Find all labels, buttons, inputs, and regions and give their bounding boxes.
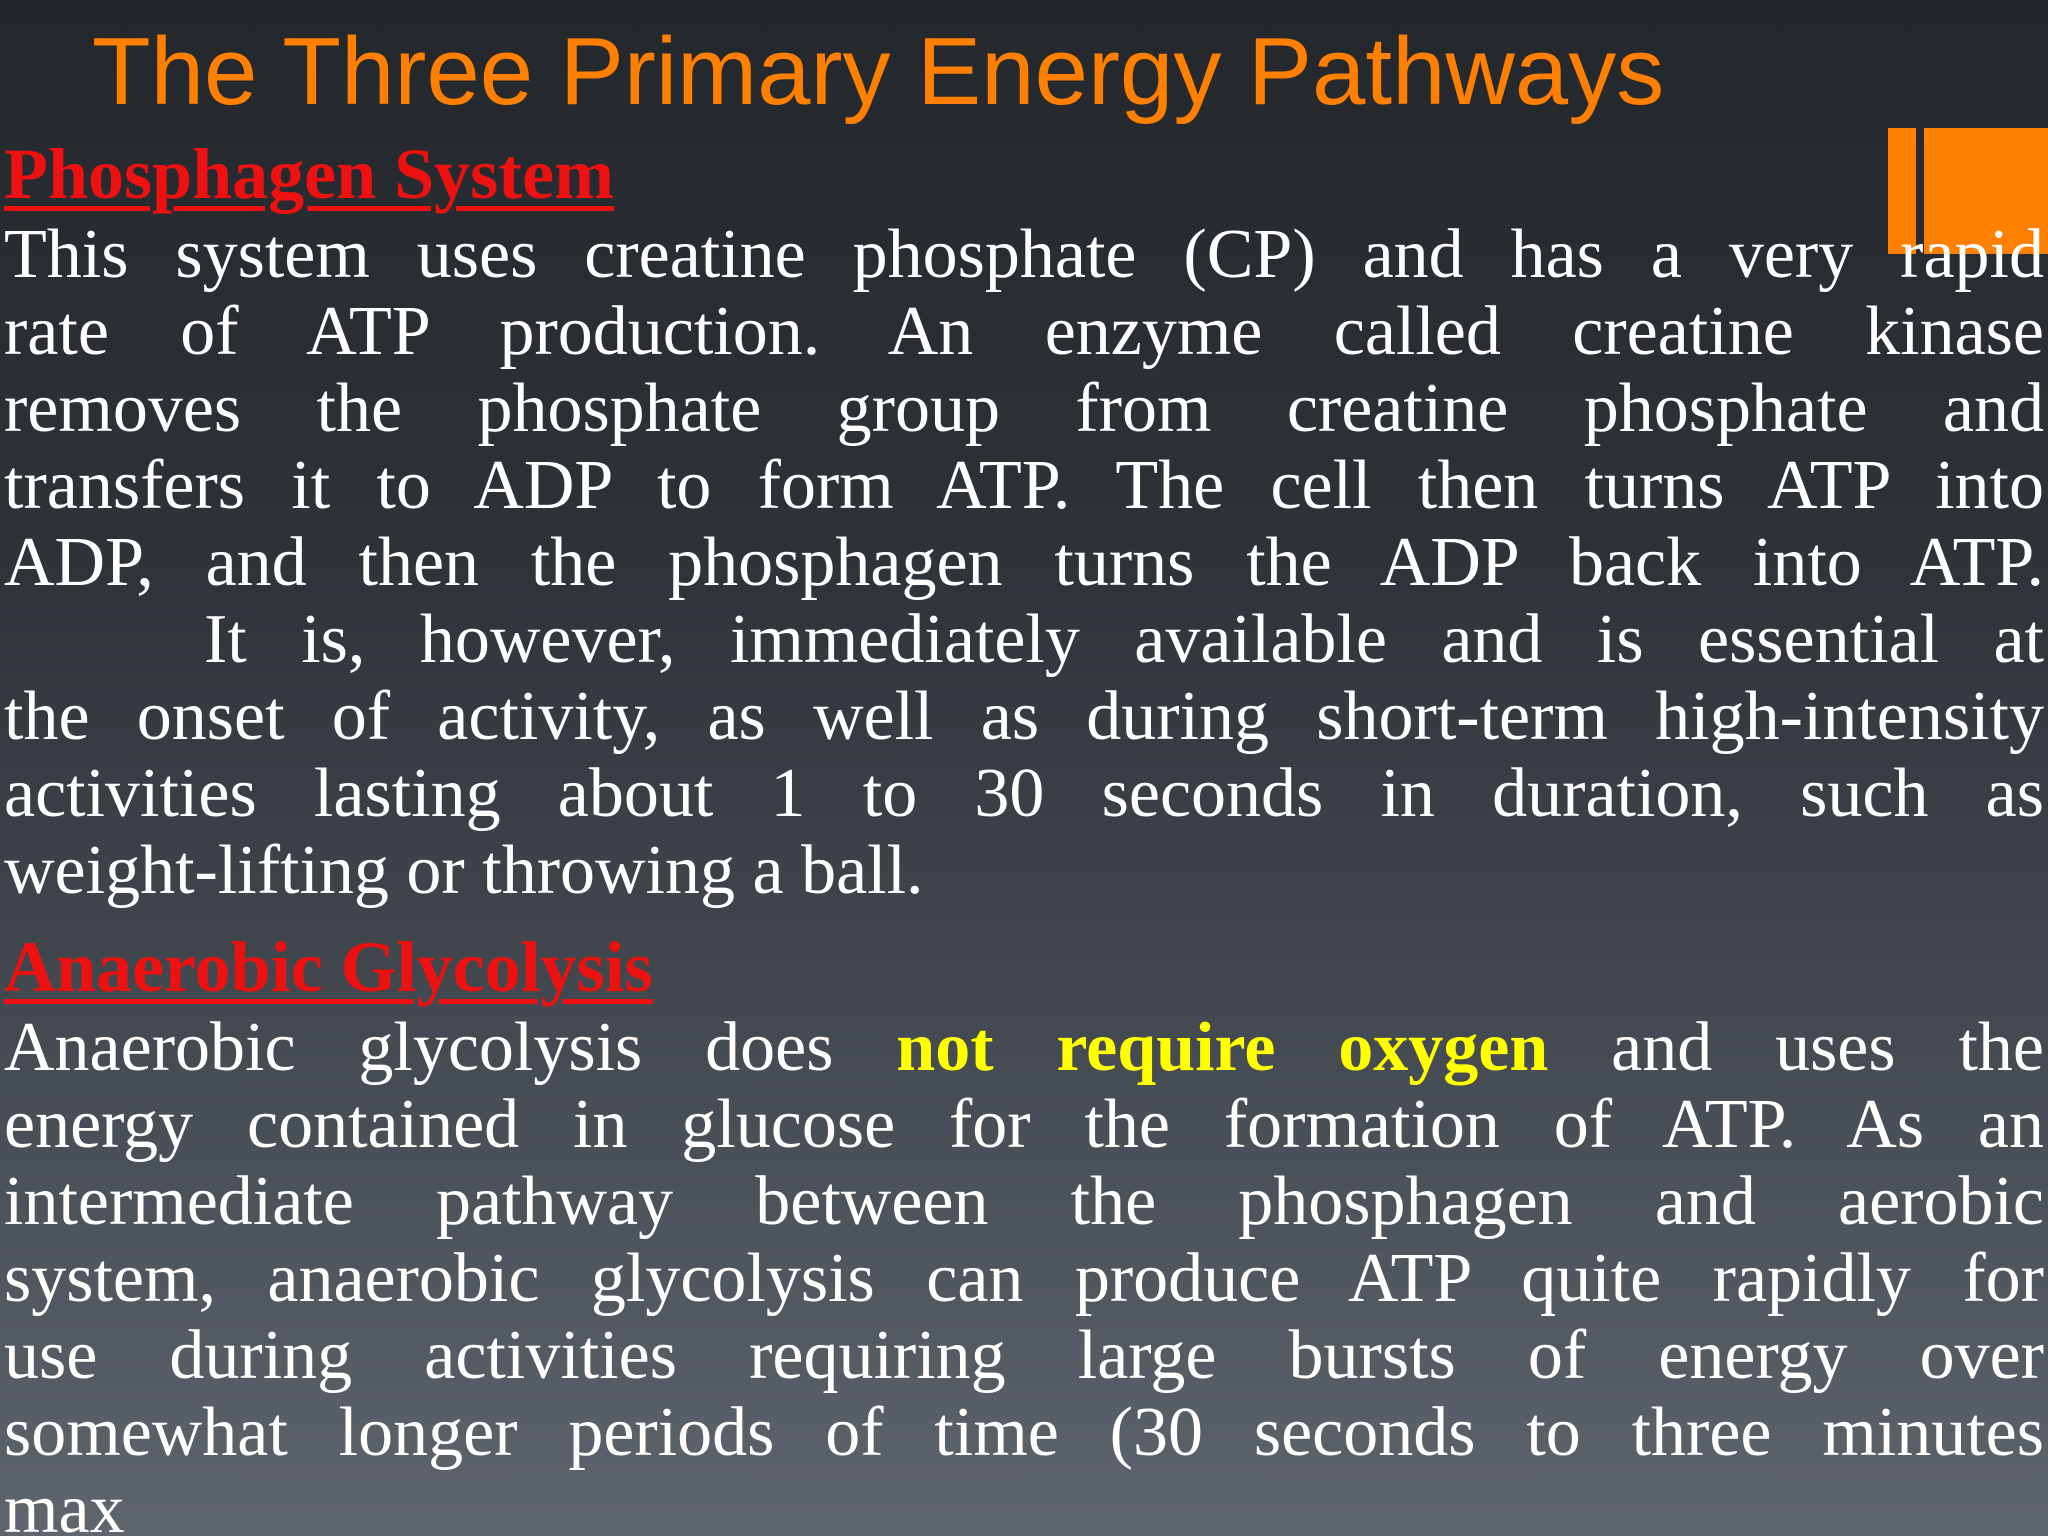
phosphagen-line: ADP, and then the phosphagen turns the ADP back into ATP. (4, 524, 2044, 601)
anaerobic-line: energy contained in glucose for the formation of ATP. As an (4, 1086, 2044, 1163)
slide-title: The Three Primary Energy Pathways (92, 18, 1665, 125)
slide-content (4, 132, 2044, 1536)
anaerobic-line (4, 1009, 2044, 1086)
phosphagen-line: removes the phosphate group from creatine phosphate and (4, 370, 2044, 447)
anaerobic-line: use during activities requiring large bursts of energy over (4, 1317, 2044, 1394)
anaerobic-paragraph (4, 1009, 2044, 1536)
anaerobic-heading: Anaerobic Glycolysis (4, 927, 653, 1007)
highlight-not-require-oxygen: not require oxygen (896, 1009, 1549, 1086)
phosphagen-line: It is, however, immediately available and is essential at (204, 601, 2044, 678)
anaerobic-line: max (4, 1471, 125, 1536)
anaerobic-line-start: Anaerobic glycolysis does (4, 1009, 897, 1086)
anaerobic-line: system, anaerobic glycolysis can produce ATP quite rapidly for (4, 1240, 2044, 1317)
phosphagen-line: rate of ATP production. An enzyme called creatine kinase (4, 293, 2044, 370)
phosphagen-line: the onset of activity, as well as during short-term high-intensity (4, 678, 2044, 755)
anaerobic-line: intermediate pathway between the phosphagen and aerobic (4, 1163, 2044, 1240)
phosphagen-paragraph (4, 216, 2044, 909)
phosphagen-heading: Phosphagen System (4, 134, 615, 214)
phosphagen-line: This system uses creatine phosphate (CP) and has a very rapid (4, 216, 2044, 293)
anaerobic-line: somewhat longer periods of time (30 seconds to three minutes (4, 1394, 2044, 1471)
phosphagen-line: weight-lifting or throwing a ball. (4, 832, 924, 909)
phosphagen-line: transfers it to ADP to form ATP. The cell then turns ATP into (4, 447, 2044, 524)
phosphagen-line: activities lasting about 1 to 30 seconds in duration, such as (4, 755, 2044, 832)
anaerobic-line-end: and uses the (1548, 1009, 2044, 1086)
